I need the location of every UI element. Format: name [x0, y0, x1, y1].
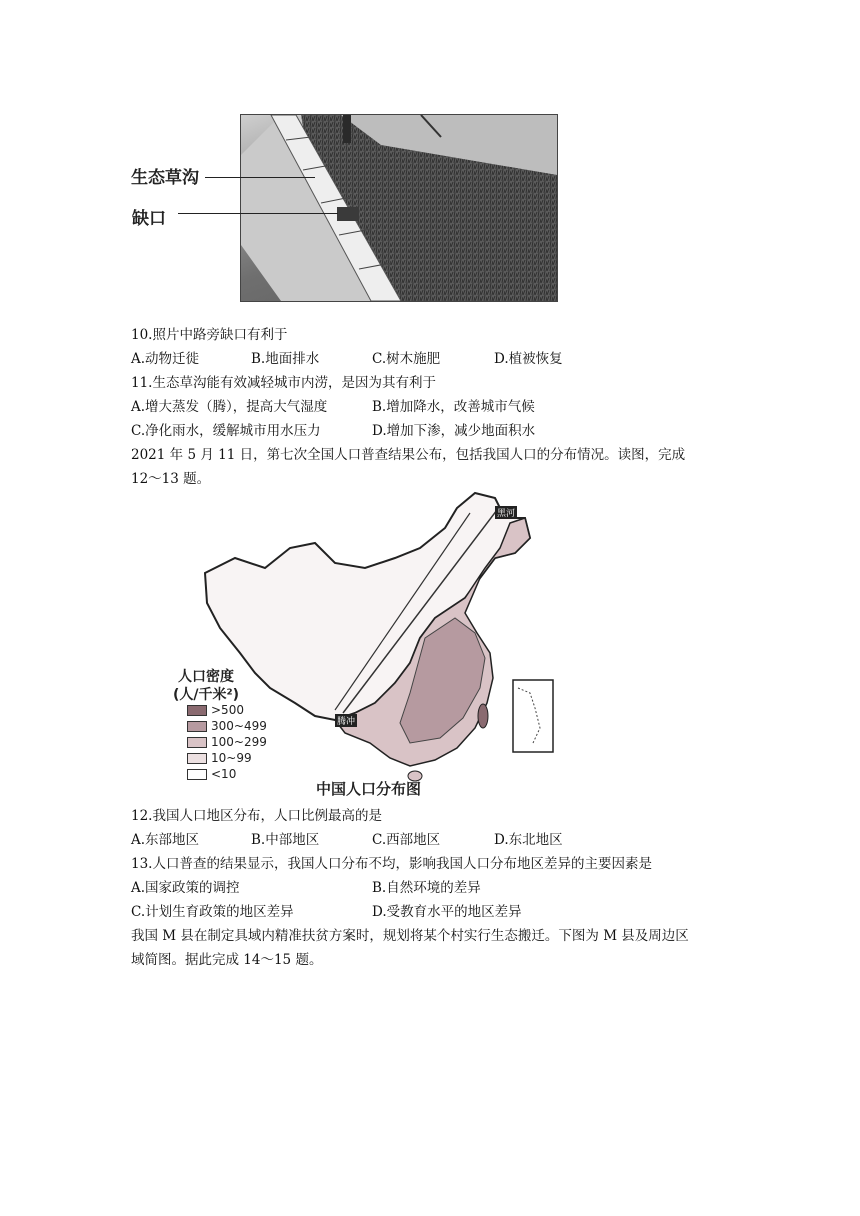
legend-label-5: <10: [211, 767, 237, 781]
south-china-sea-inset: [513, 680, 553, 752]
q11-option-c: C.净化雨水，缓解城市用水压力: [131, 423, 321, 439]
q11-option-d: D.增加下渗，减少地面积水: [372, 423, 536, 439]
label-grass-ditch: 生态草沟: [131, 168, 199, 188]
legend-item-5: [187, 767, 236, 781]
legend-label-3: 100~299: [211, 735, 267, 749]
legend-item-2: [187, 719, 267, 733]
q12-option-a: A.东部地区: [131, 832, 200, 848]
q12-option-d: D.东北地区: [494, 832, 563, 848]
question-13-stem: 13.人口普查的结果显示，我国人口分布不均，影响我国人口分布地区差异的主要因素是: [131, 856, 652, 872]
map-caption: 中国人口分布图: [316, 780, 422, 798]
legend-item-3: [187, 735, 267, 749]
q10-option-b: B.地面排水: [251, 351, 320, 367]
legend-label-2: 300~499: [211, 719, 267, 733]
q13-option-c: C.计划生育政策的地区差异: [131, 904, 294, 920]
question-12-stem: 12.我国人口地区分布，人口比例最高的是: [131, 808, 382, 824]
q10-option-d: D.植被恢复: [494, 351, 563, 367]
legend-title-1: 人口密度: [178, 669, 234, 685]
q11-option-a: A.增大蒸发（腾），提高大气湿度: [131, 399, 328, 415]
roadside-photo-drawing: [241, 115, 557, 301]
legend-swatch-2: [187, 721, 207, 732]
q10-option-a: A.动物迁徙: [131, 351, 200, 367]
legend-item-4: [187, 751, 252, 765]
intro-12-13-line1: 2021 年 5 月 11 日，第七次全国人口普查结果公布，包括我国人口的分布情况。读图，完成: [131, 447, 686, 463]
legend-swatch-1: [187, 705, 207, 716]
question-11-stem: 11.生态草沟能有效减轻城市内涝，是因为其有利于: [131, 375, 436, 391]
legend-label-1: >500: [211, 703, 244, 717]
label-heihe: 黑河: [495, 506, 517, 519]
legend-swatch-5: [187, 769, 207, 780]
q10-option-c: C.树木施肥: [372, 351, 441, 367]
pointer-line-gap: [178, 213, 338, 214]
pointer-line-grass-ditch: [205, 177, 315, 178]
intro-14-15-line2: 域简图。据此完成 14～15 题。: [131, 952, 323, 968]
label-gap: 缺口: [132, 209, 166, 229]
q13-option-a: A.国家政策的调控: [131, 880, 240, 896]
intro-12-13-line2: 12～13 题。: [131, 471, 211, 487]
label-tengchong: 腾冲: [335, 714, 357, 727]
q11-option-b: B.增加降水，改善城市气候: [372, 399, 535, 415]
taiwan-island: [478, 704, 488, 728]
legend-title-2: (人/千米²): [173, 687, 240, 703]
legend-swatch-3: [187, 737, 207, 748]
question-10-stem: 10.照片中路旁缺口有利于: [131, 327, 288, 343]
legend-swatch-4: [187, 753, 207, 764]
q13-option-d: D.受教育水平的地区差异: [372, 904, 522, 920]
roadside-photo: [240, 114, 558, 302]
legend-item-1: [187, 703, 244, 717]
q12-option-b: B.中部地区: [251, 832, 320, 848]
q13-option-b: B.自然环境的差异: [372, 880, 481, 896]
q12-option-c: C.西部地区: [372, 832, 441, 848]
intro-14-15-line1: 我国 M 县在制定具域内精准扶贫方案时，规划将某个村实行生态搬迁。下图为 M 县及周边区: [131, 928, 689, 944]
legend-label-4: 10~99: [211, 751, 252, 765]
